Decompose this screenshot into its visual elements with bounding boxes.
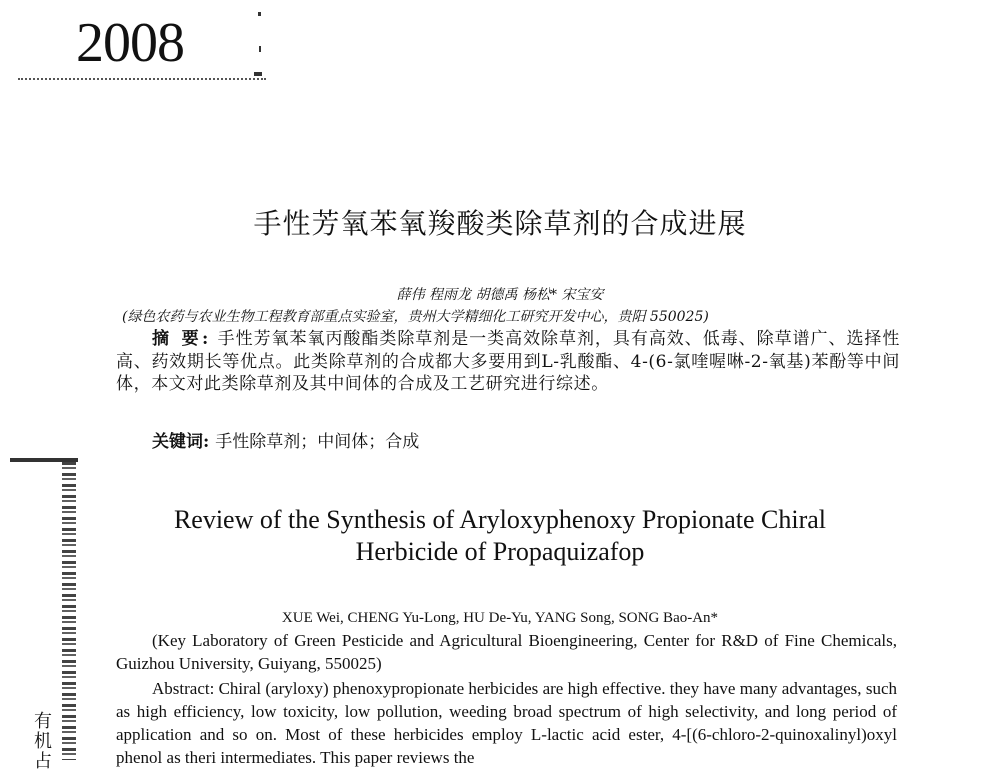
english-affiliation: (Key Laboratory of Green Pesticide and Agricultural Bioengineering, Center for R&D of Fine Chemicals, Guizhou University, Guiyang, 550025) <box>116 631 897 673</box>
chinese-abstract <box>116 328 900 396</box>
english-title-line2: Herbicide of Propaquizafop <box>355 537 645 566</box>
chinese-keywords-label: 关键词: <box>152 432 210 452</box>
chinese-abstract-label: 摘 要: <box>152 329 212 349</box>
margin-binding-strip <box>62 462 76 760</box>
english-abstract: Abstract: Chiral (aryloxy) phenoxypropionate herbicides are high effective. they have many advantages, such as high efficiency, low toxicity, low pollution, weeding broad spectrum of high selectivity, and long period of application and so on. Most of these herbicides employ L-lactic acid ester, 4-[(6-chloro-2-quinoxalinyl)oxyl phenol as theri intermediates. This paper reviews the <box>116 679 897 767</box>
english-title-line1: Review of the Synthesis of Aryloxyphenoxy Propionate Chiral <box>173 505 827 534</box>
scan-speck <box>258 12 261 16</box>
header-rule <box>18 78 266 80</box>
margin-char: 有 <box>34 711 52 732</box>
scan-speck <box>259 46 261 52</box>
year-header: 2008 <box>76 12 184 74</box>
margin-char: 占 <box>34 751 52 772</box>
chinese-abstract-text: 手性芳氧苯氧丙酸酯类除草剂是一类高效除草剂，具有高效、低毒、除草谱广、选择性高、药效期长等优点。此类除草剂的合成都大多要用到L-乳酸酯、4-(6-氯喹喔啉-2-氧基)苯酚等中间体，本文对此类除草剂及其中间体的合成及工艺研究进行综述。 <box>116 329 900 394</box>
chinese-authors: 薛伟 程雨龙 胡德禹 杨松* 宋宝安 <box>396 287 604 303</box>
english-title <box>0 504 1000 568</box>
english-authors: XUE Wei, CHENG Yu-Long, HU De-Yu, YANG Song, SONG Bao-An* <box>281 610 719 626</box>
chinese-keywords <box>152 430 419 454</box>
chinese-affiliation: (绿色农药与农业生物工程教育部重点实验室，贵州大学精细化工研究开发中心，贵阳 550025) <box>122 309 709 325</box>
scan-speck <box>254 72 262 76</box>
margin-char: 机 <box>34 731 52 752</box>
chinese-title: 手性芳氧苯氧羧酸类除草剂的合成进展 <box>253 207 747 240</box>
chinese-keywords-text: 手性除草剂；中间体；合成 <box>215 432 420 452</box>
